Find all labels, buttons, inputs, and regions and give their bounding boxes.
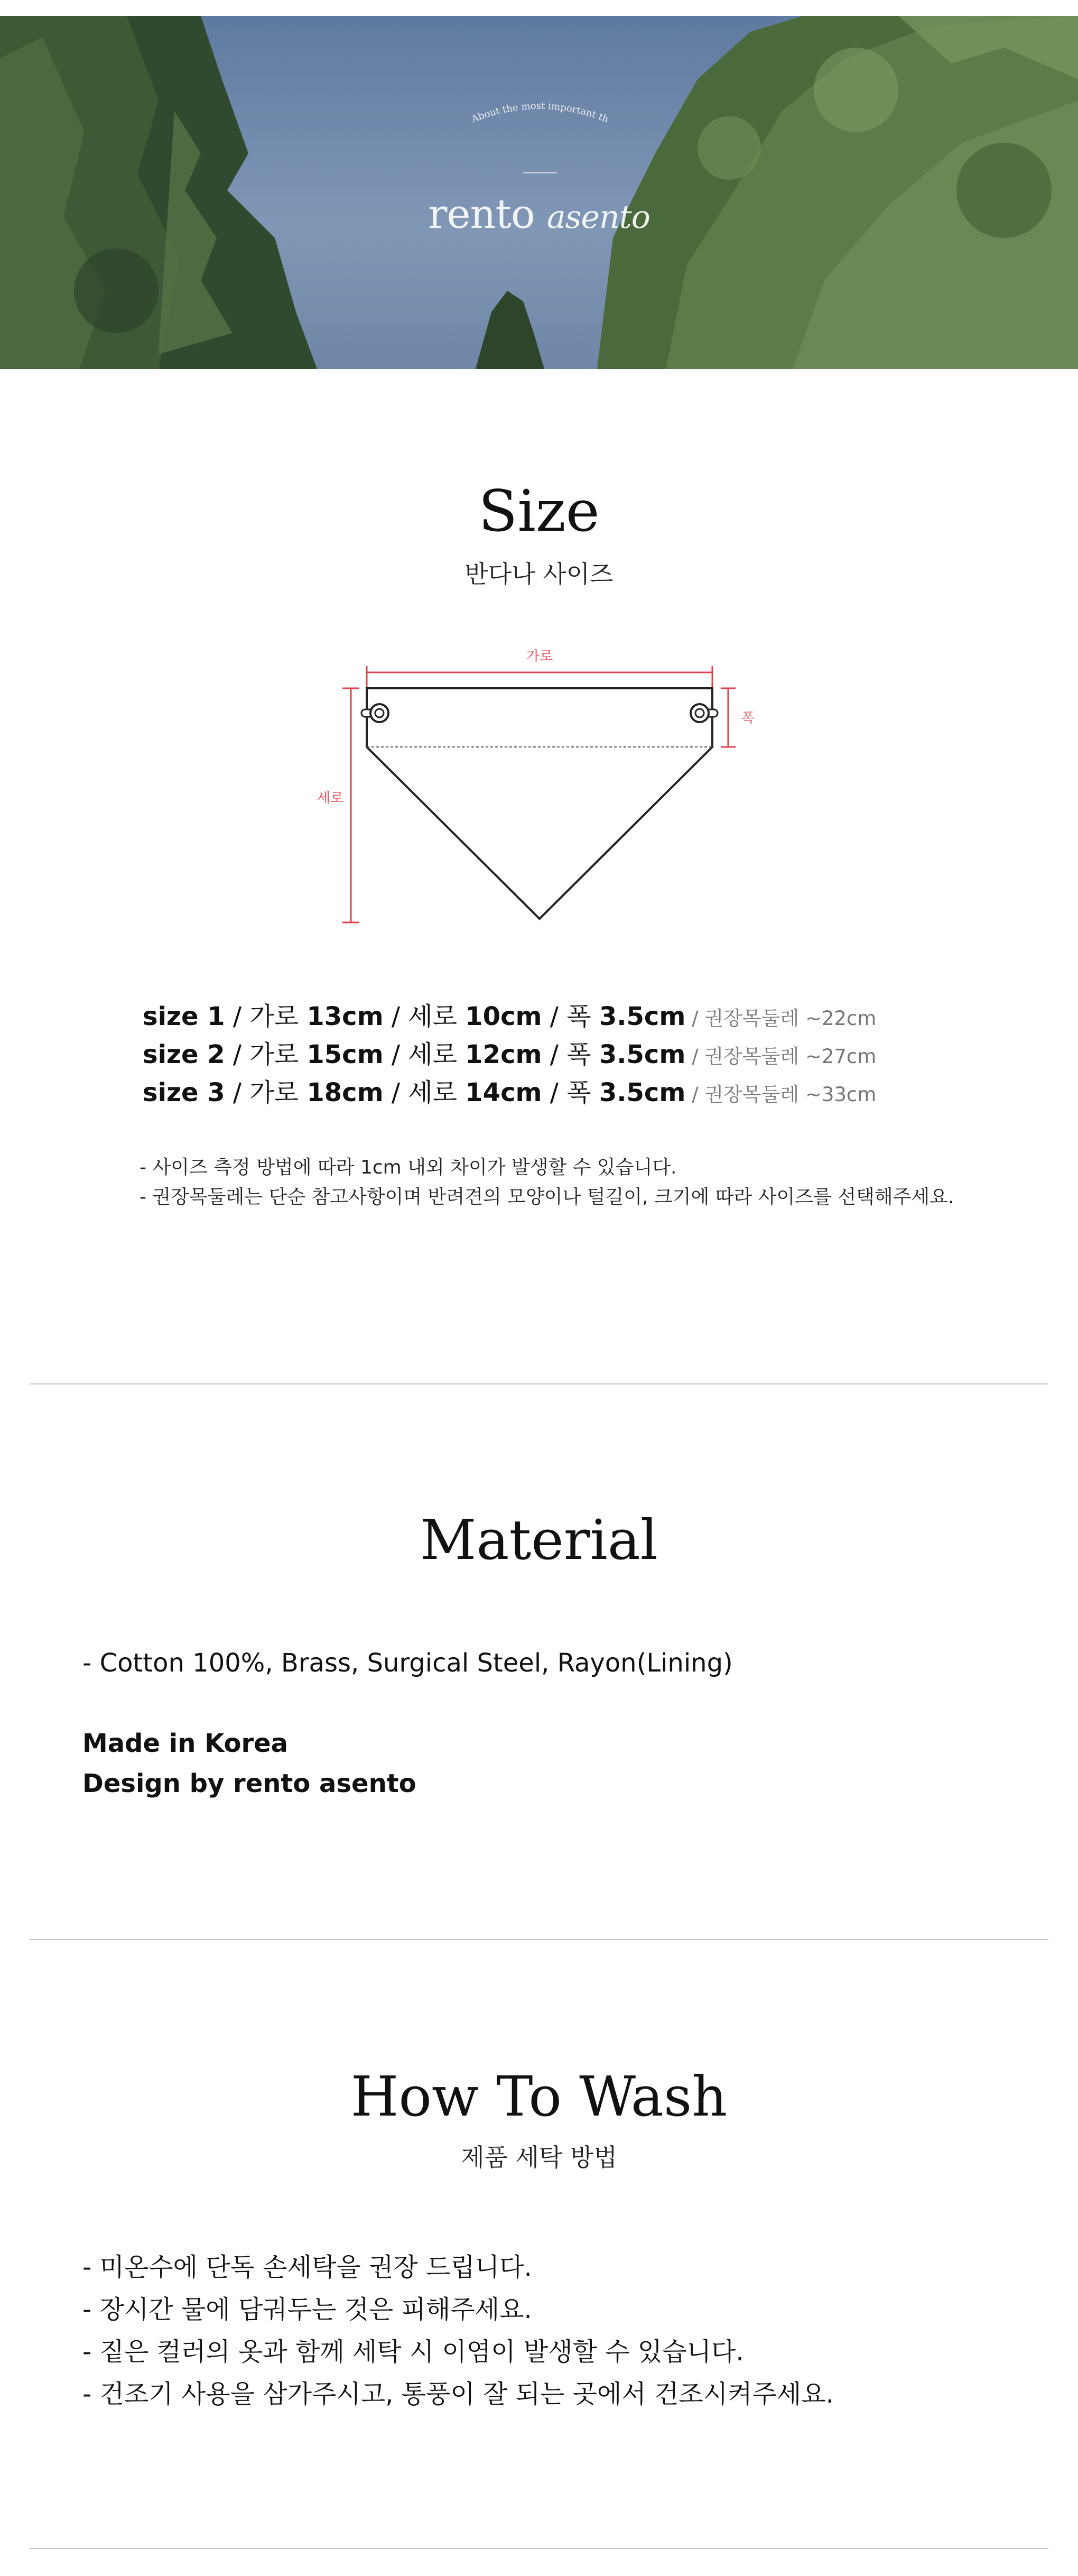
hero-divider bbox=[523, 172, 557, 173]
width-label: 가로 bbox=[526, 649, 553, 664]
design-by: Design by rento asento bbox=[82, 1769, 416, 1798]
wash-title: How To Wash bbox=[350, 2064, 728, 2129]
wash-subtitle: 제품 세탁 방법 bbox=[461, 2143, 617, 2172]
left-grommet-icon bbox=[361, 704, 388, 722]
brand-logo: rento asento bbox=[428, 190, 650, 237]
depth-label: 폭 bbox=[741, 710, 755, 726]
section-divider bbox=[30, 1383, 1048, 1384]
bandana-size-diagram bbox=[296, 640, 782, 936]
bandana-outline bbox=[367, 688, 712, 919]
right-grommet-icon bbox=[691, 704, 718, 722]
wash-instruction: - 건조기 사용을 삼가주시고, 통풍이 잘 되는 곳에서 건조시켜주세요. bbox=[82, 2379, 834, 2409]
svg-text:About the most important th: About the most important th bbox=[470, 100, 610, 125]
size-note-measurement: - 사이즈 측정 방법에 따라 1cm 내외 차이가 발생할 수 있습니다. bbox=[140, 1157, 677, 1178]
wash-instruction: - 미온수에 단독 손세탁을 권장 드립니다. bbox=[82, 2252, 532, 2282]
made-in: Made in Korea bbox=[82, 1729, 289, 1758]
hero-tagline bbox=[456, 95, 625, 132]
wash-instruction: - 짙은 컬러의 옷과 함께 세탁 시 이염이 발생할 수 있습니다. bbox=[82, 2337, 744, 2367]
size-title: Size bbox=[478, 478, 600, 544]
size-2-spec: size 2 / 가로 15cm / 세로 12cm / 폭 3.5cm / 권장목둘레 ~27cm bbox=[143, 1040, 877, 1069]
size-3-spec: size 3 / 가로 18cm / 세로 14cm / 폭 3.5cm / 권장목둘레 ~33cm bbox=[143, 1078, 877, 1107]
hero-banner bbox=[0, 16, 1078, 369]
material-title: Material bbox=[420, 1508, 658, 1572]
material-composition: - Cotton 100%, Brass, Surgical Steel, Rayon(Lining) bbox=[82, 1648, 733, 1678]
section-divider bbox=[30, 1939, 1048, 1940]
height-label: 세로 bbox=[317, 790, 344, 806]
size-1-spec: size 1 / 가로 13cm / 세로 10cm / 폭 3.5cm / 권장목둘레 ~22cm bbox=[143, 1002, 877, 1031]
size-note-neck: - 권장목둘레는 단순 참고사항이며 반려견의 모양이나 털길이, 크기에 따라 사이즈를 선택해주세요. bbox=[140, 1186, 954, 1208]
wash-instruction: - 장시간 물에 담궈두는 것은 피해주세요. bbox=[82, 2295, 532, 2324]
section-divider bbox=[30, 2548, 1048, 2549]
size-subtitle: 반다나 사이즈 bbox=[464, 560, 614, 588]
